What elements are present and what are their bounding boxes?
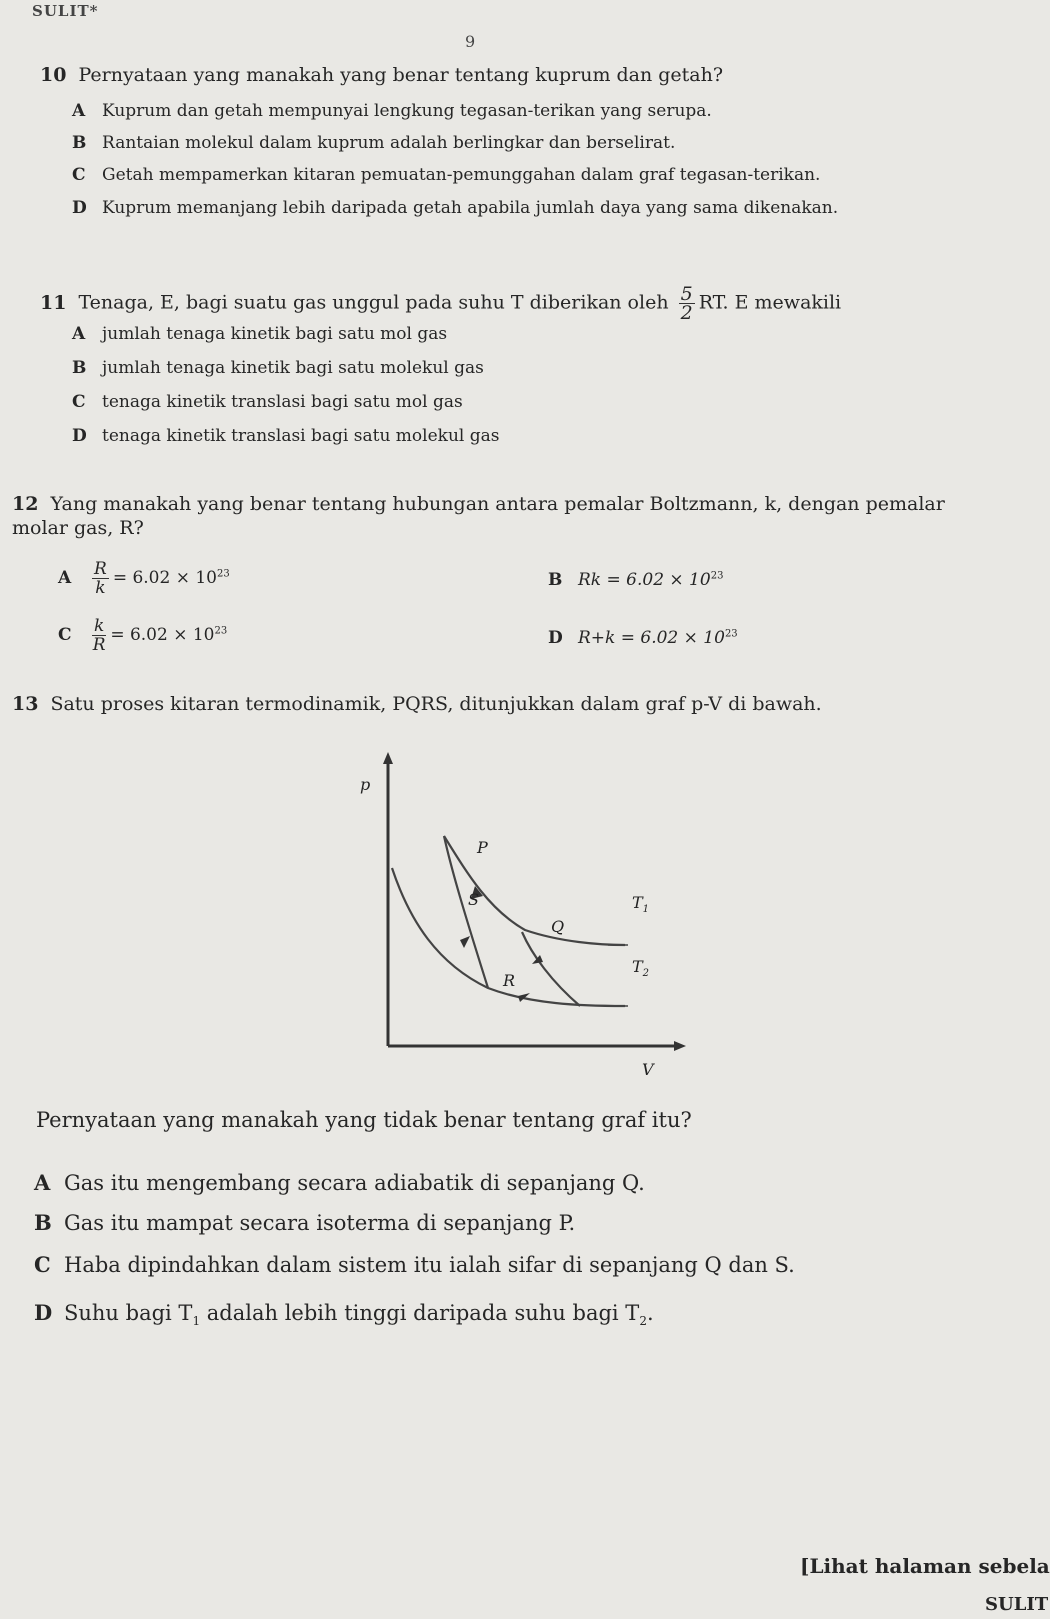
exponent: 23 — [710, 570, 724, 582]
label-s: S — [468, 890, 479, 909]
fraction — [92, 560, 109, 597]
q10-option-b[interactable] — [72, 133, 675, 153]
question-text-end: RT. E mewakili — [698, 291, 842, 314]
option-text: jumlah tenaga kinetik bagi satu mol gas — [102, 324, 448, 344]
option-letter: B — [72, 133, 87, 153]
q12-option-d[interactable] — [548, 628, 738, 648]
label-q: Q — [551, 917, 565, 936]
fraction-numerator: 5 — [680, 283, 693, 305]
q13-option-c[interactable] — [34, 1252, 795, 1277]
arrow-q — [532, 955, 543, 964]
option-letter: B — [72, 358, 87, 378]
pv-graph — [340, 750, 720, 1080]
option-text: Rantaian molekul dalam kuprum adalah berlingkar dan berselirat. — [102, 133, 676, 153]
question-text: Tenaga, E, bagi suatu gas unggul pada suhu T diberikan oleh — [78, 291, 669, 314]
sulit-header: SULIT* — [32, 2, 99, 20]
q11-option-c[interactable] — [72, 392, 463, 412]
option-expression: = 6.02 × 10 — [110, 625, 215, 645]
fraction-denominator: 2 — [680, 302, 693, 324]
label-p: P — [477, 838, 488, 857]
option-text: jumlah tenaga kinetik bagi satu molekul gas — [102, 358, 484, 378]
exponent: 23 — [724, 628, 738, 640]
q12-option-b[interactable] — [548, 570, 723, 590]
adiabat-s-curve — [444, 836, 488, 988]
q13-question: Pernyataan yang manakah yang tidak benar tentang graf itu? — [36, 1108, 692, 1132]
q11-option-d[interactable] — [72, 426, 500, 446]
question-text: Pernyataan yang manakah yang benar tentang kuprum dan getah? — [78, 64, 724, 86]
fraction — [679, 285, 695, 322]
option-text: tenaga kinetik translasi bagi satu molekul gas — [102, 426, 500, 446]
option-text-start: Suhu bagi T — [64, 1301, 193, 1325]
arrow-p — [460, 936, 470, 948]
question-10 — [40, 64, 723, 86]
subscript-1: 1 — [192, 1314, 201, 1329]
question-12-line2: molar gas, R? — [12, 517, 144, 539]
option-letter: B — [548, 570, 563, 590]
option-letter: C — [72, 392, 86, 412]
q12-option-c[interactable] — [58, 617, 227, 654]
exponent: 23 — [217, 568, 230, 580]
option-text: Gas itu mengembang secara adiabatik di sepanjang Q. — [64, 1171, 645, 1195]
option-text: Getah mempamerkan kitaran pemuatan-pemunggahan dalam graf tegasan-terikan. — [102, 165, 821, 185]
option-letter: C — [34, 1252, 51, 1277]
adiabat-q-curve — [522, 932, 580, 1006]
q10-option-c[interactable] — [72, 165, 820, 185]
fraction-numerator: k — [94, 616, 105, 636]
question-number: 12 — [12, 493, 39, 515]
q11-option-a[interactable] — [72, 324, 447, 344]
option-text: tenaga kinetik translasi bagi satu mol gas — [102, 392, 463, 412]
option-expression: = 6.02 × 10 — [112, 568, 217, 588]
q11-option-b[interactable] — [72, 358, 484, 378]
question-number: 13 — [12, 693, 39, 715]
fraction-denominator: R — [92, 635, 106, 655]
q13-option-d[interactable] — [34, 1300, 654, 1328]
fraction-denominator: k — [95, 578, 106, 598]
question-text: Satu proses kitaran termodinamik, PQRS, ditunjukkan dalam graf p-V di bawah. — [50, 693, 822, 715]
option-text: Gas itu mampat secara isoterma di sepanjang P. — [64, 1211, 576, 1235]
option-letter: A — [34, 1170, 51, 1195]
sulit-footer: SULIT — [985, 1594, 1049, 1615]
q12-option-a[interactable] — [58, 560, 230, 597]
question-12 — [12, 493, 945, 515]
question-11 — [40, 285, 841, 322]
p-axis-label: p — [360, 775, 371, 794]
option-text: Haba dipindahkan dalam sistem itu ialah sifar di sepanjang Q dan S. — [64, 1253, 795, 1277]
next-page-note: [Lihat halaman sebela — [800, 1554, 1050, 1578]
option-text-end: . — [646, 1301, 654, 1325]
option-letter: C — [58, 625, 72, 645]
q13-option-a[interactable] — [34, 1170, 645, 1195]
page-number: 9 — [465, 32, 476, 51]
option-text-middle: adalah lebih tinggi daripada suhu bagi T — [200, 1301, 640, 1325]
q13-option-b[interactable] — [34, 1210, 575, 1235]
q10-option-d[interactable] — [72, 198, 838, 218]
label-t1: $T_1$ — [632, 893, 650, 915]
fraction — [92, 617, 106, 654]
option-letter: A — [58, 568, 72, 588]
exponent: 23 — [214, 625, 228, 637]
option-letter: C — [72, 165, 86, 185]
option-letter: D — [548, 628, 563, 648]
option-letter: D — [34, 1300, 53, 1325]
question-number: 11 — [40, 291, 67, 314]
q10-option-a[interactable] — [72, 101, 712, 121]
option-expression: R+k = 6.02 × 10 — [578, 628, 725, 648]
question-text: Yang manakah yang benar tentang hubungan antara pemalar Boltzmann, k, dengan pemalar — [50, 493, 945, 515]
label-r: R — [503, 971, 516, 990]
v-axis-label: V — [642, 1060, 654, 1079]
option-text: Kuprum memanjang lebih daripada getah apabila jumlah daya yang sama dikenakan. — [102, 198, 839, 218]
option-letter: D — [72, 198, 87, 218]
arrow-r — [518, 993, 530, 1002]
question-13 — [12, 693, 822, 715]
subscript-2: 2 — [639, 1314, 647, 1329]
option-expression: Rk = 6.02 × 10 — [578, 570, 711, 590]
option-letter: D — [72, 426, 87, 446]
option-letter: A — [72, 324, 86, 344]
question-number: 10 — [40, 64, 67, 86]
option-letter: A — [72, 101, 86, 121]
fraction-numerator: R — [94, 559, 107, 579]
option-letter: B — [34, 1210, 52, 1235]
option-text: Kuprum dan getah mempunyai lengkung tegasan-terikan yang serupa. — [102, 101, 712, 121]
label-t2: $T_2$ — [632, 957, 650, 979]
